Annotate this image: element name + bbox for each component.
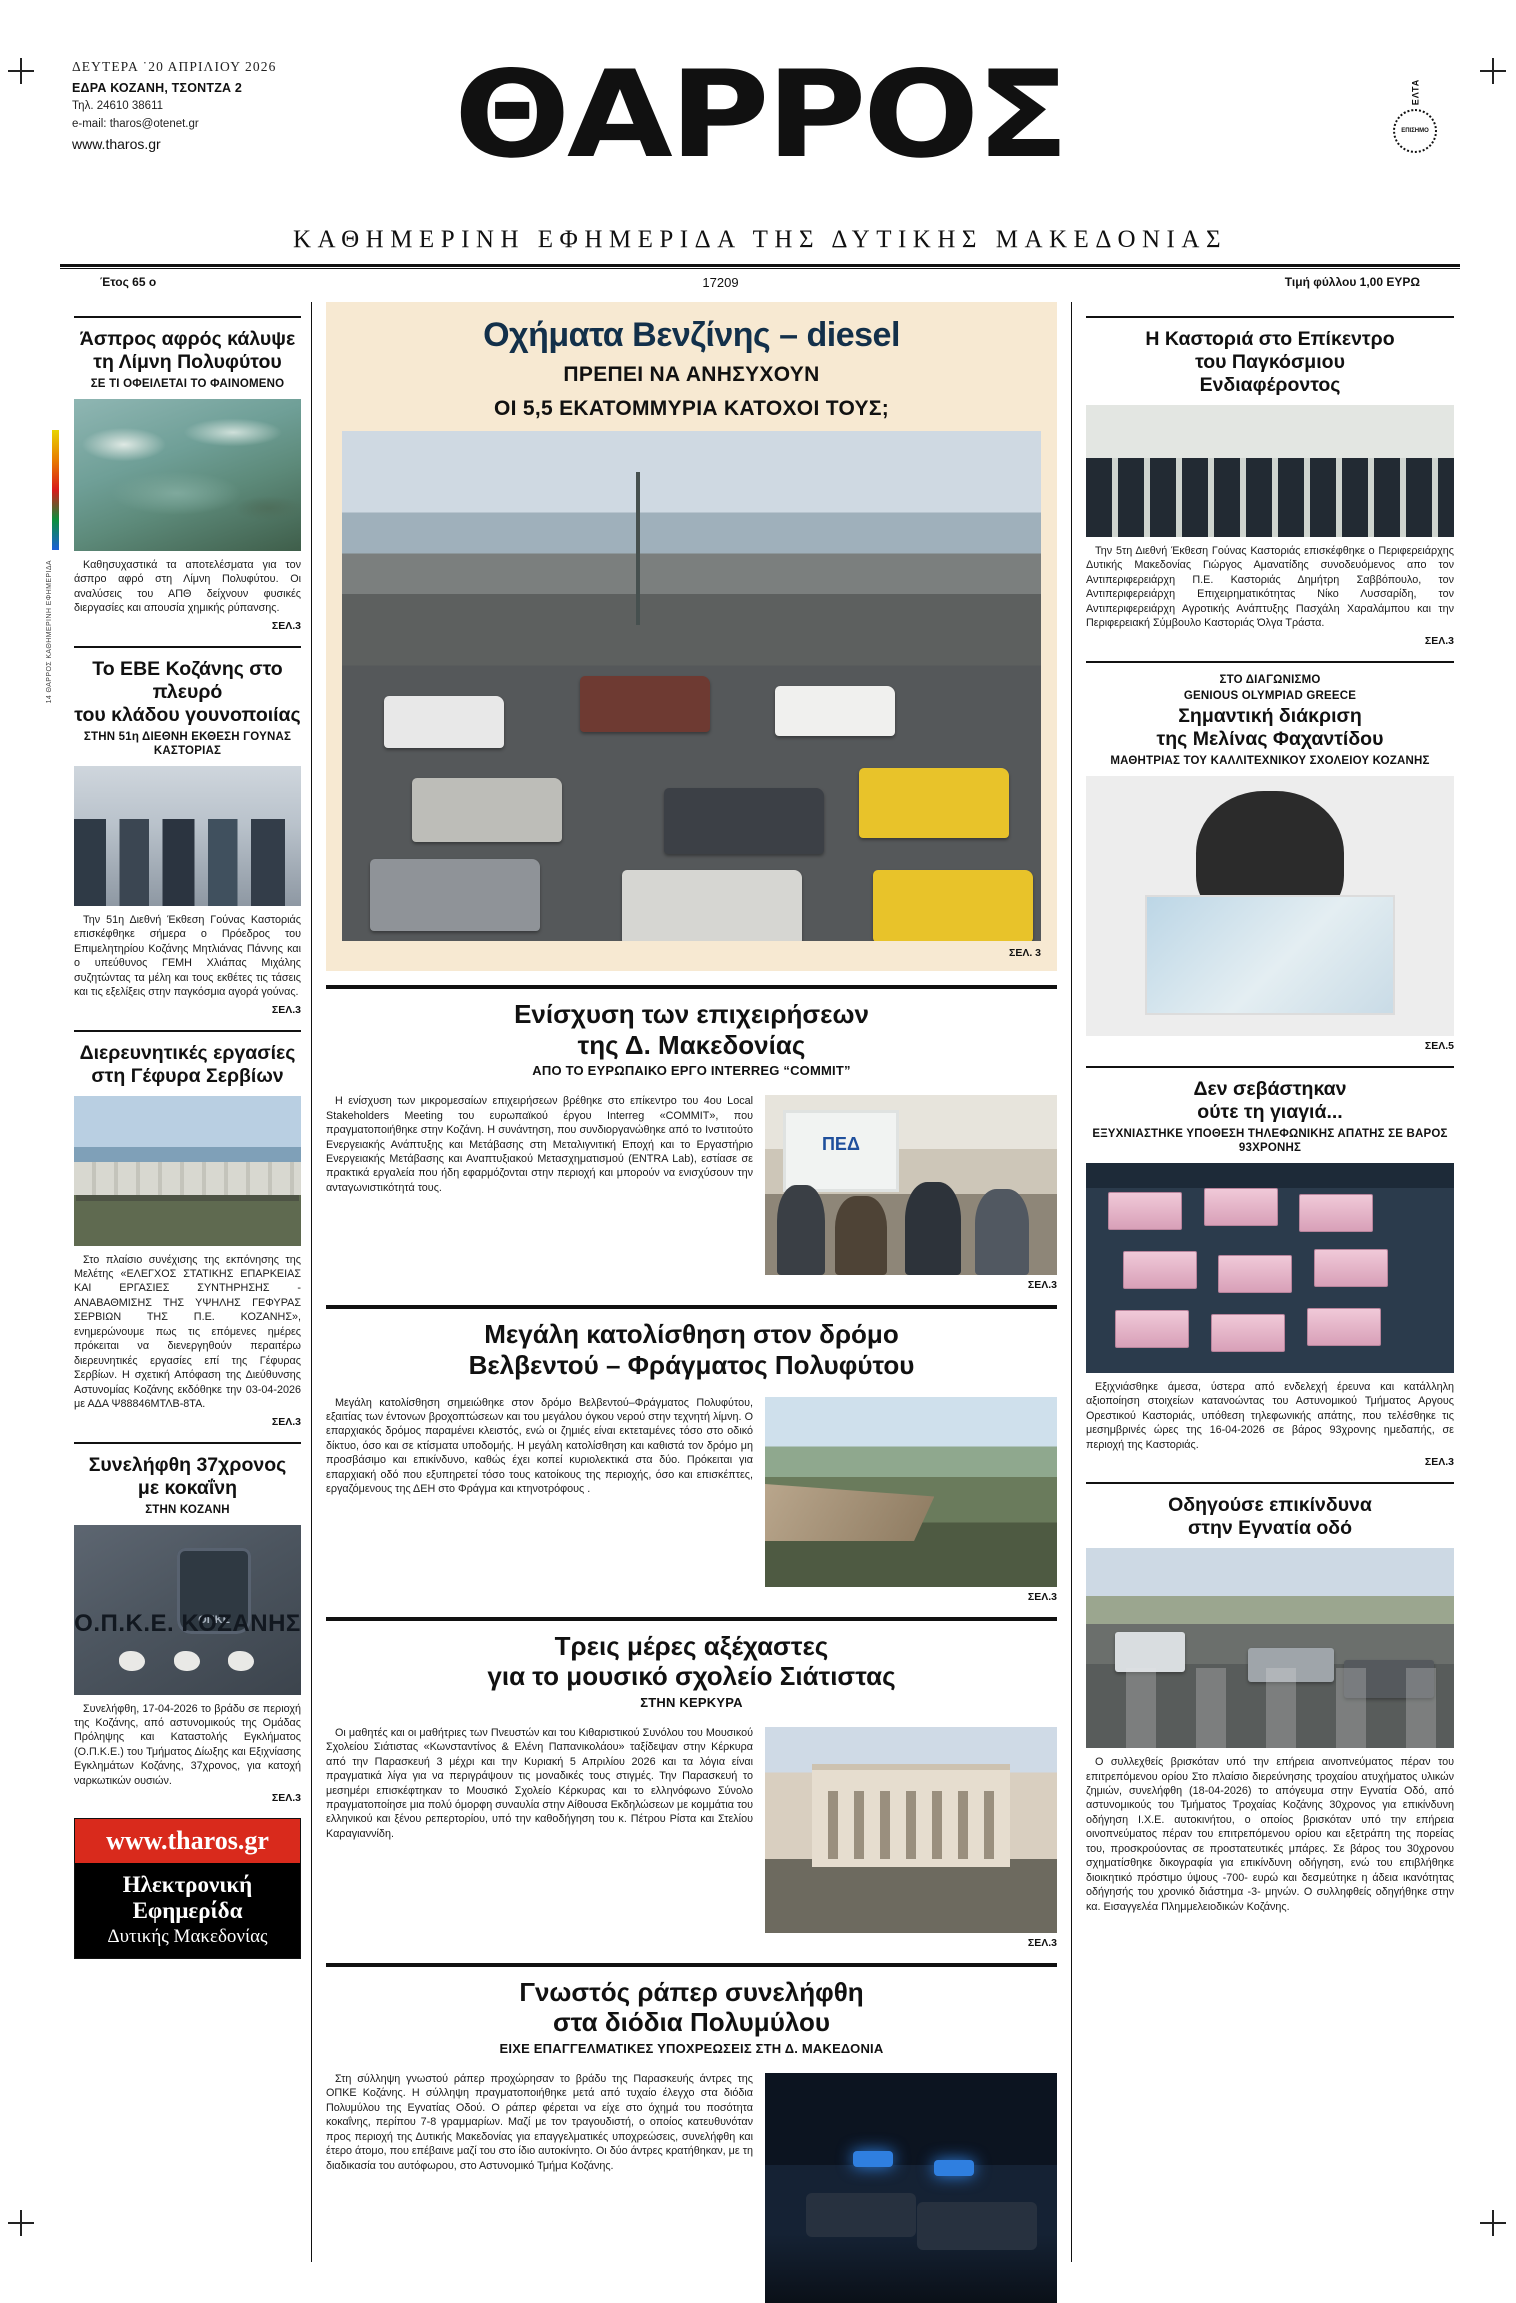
headline-line-2: στη Γέφυρα Σερβίων bbox=[91, 1064, 284, 1087]
story-layout bbox=[326, 2065, 1057, 2303]
headline-line-1: Τρεις μέρες αξέχαστες bbox=[554, 1630, 829, 1661]
story-rule bbox=[326, 985, 1057, 989]
night-police-stop-photo bbox=[765, 2073, 1057, 2303]
seized-banknotes-photo bbox=[1086, 1163, 1454, 1373]
page-reference[interactable]: ΣΕΛ.5 bbox=[1424, 1039, 1454, 1052]
story-rule bbox=[74, 316, 301, 318]
vehicle bbox=[806, 2193, 916, 2237]
vehicle bbox=[664, 788, 824, 854]
crop-mark-bottom-left bbox=[8, 2210, 34, 2236]
page-reference[interactable]: ΣΕΛ.3 bbox=[1424, 1456, 1454, 1469]
vehicle bbox=[775, 686, 895, 736]
banknote bbox=[1123, 1251, 1197, 1289]
story-body: Την 51η Διεθνή Έκθεση Γούνας Καστοριάς επισκέφθηκε σήμερα ο Πρόεδρος του Επιμελητηρίου Κοζάνης Μητλιάνας Πάννης και ο υπεύθυνος ΓΕΜΗ Χλιάπας Μιχάλης συζητώντας τα μέλη και τους εκθέτες τις τάσεις και τις εξελίξεις στην παγκόσμια αγορά γούνας. bbox=[74, 913, 301, 999]
story-eve-kozanis-fur[interactable] bbox=[74, 646, 301, 1016]
highway-traffic-photo bbox=[1086, 1548, 1454, 1748]
headline-line-2: της Μελίνας Φαχαντίδου bbox=[1156, 727, 1384, 750]
kicker: ΣΤΗΝ ΚΟΖΑΝΗ bbox=[145, 1503, 230, 1516]
story-body: Μεγάλη κατολίσθηση σημειώθηκε στον δρόμο Βελβεντού–Φράγματος Πολυφύτου, εξαιτίας των έντονων βροχοπτώσεων και του μεγάλου όγκου νερού στην τεχνητή λίμνη. Ο επαρχιακός δρόμος παραμένει κλειστός, ενώ οι ζημιές είναι εκτεταμένες τόσο στο οδικό δίκτυο, όσο και σε κτίσματα υποδομής. Η μεγάλη κατολίσθηση και καθιστά τον δρόμο μη προσβάσιμο και επικίνδυνο, καθώς έχει κοπεί κυριολεκτικά στα δύο. Πρόκειται για επαρχιακή οδό που εξυπηρετεί τόσο τους κατοίκους της περιοχής, όσο και επισκέπτες, εργαζόμενους της ΔΕΗ στο Φράγμα και κτηνοτρόφους . bbox=[326, 1396, 753, 1496]
volume-year: Έτος 65 ο bbox=[100, 275, 157, 289]
headline-line-2: στα διόδια Πολυμύλου bbox=[553, 2007, 830, 2038]
headline-line-2: του κλάδου γουνοποιίας bbox=[74, 703, 301, 726]
story-rule bbox=[1086, 1066, 1454, 1068]
left-column bbox=[60, 302, 312, 2262]
banknote bbox=[1211, 1314, 1285, 1352]
kicker-above-1: ΣΤΟ ΔΙΑΓΩΝΙΣΜΟ bbox=[1219, 673, 1321, 686]
tharos-website-ad[interactable] bbox=[74, 1818, 301, 1959]
taxi-vehicle bbox=[859, 768, 1009, 838]
opke-kozanis-drug-photo bbox=[74, 1525, 301, 1695]
photo-caption-overlay: Ο.Π.Κ.Ε. ΚΟΖΑΝΗΣ bbox=[74, 1609, 301, 1637]
center-column bbox=[312, 302, 1072, 2262]
story-rule bbox=[326, 1617, 1057, 1621]
story-rule bbox=[1086, 1482, 1454, 1484]
headline-line-2: Βελβεντού – Φράγματος Πολυφύτου bbox=[468, 1349, 915, 1380]
page-columns bbox=[60, 302, 1460, 2262]
story-interreg-commit[interactable] bbox=[326, 985, 1057, 1291]
banknote bbox=[1299, 1194, 1373, 1232]
kicker: ΣΤΗΝ ΚΕΡΚΥΡΑ bbox=[640, 1694, 743, 1710]
masthead bbox=[60, 46, 1460, 218]
taxi-vehicle bbox=[873, 870, 1033, 941]
story-rule bbox=[1086, 316, 1454, 318]
attendee bbox=[975, 1189, 1029, 1275]
headline-line-1: Δεν σεβάστηκαν bbox=[1193, 1077, 1347, 1100]
evidence-item bbox=[174, 1651, 200, 1671]
circular-seal-icon: ΕΠΙΣΗΜΟ bbox=[1393, 109, 1437, 153]
lead-subheadline-2: ΟΙ 5,5 ΕΚΑΤΟΜΜΥΡΙΑ ΚΑΤΟΧΟΙ ΤΟΥΣ; bbox=[493, 397, 890, 420]
page-reference[interactable]: ΣΕΛ.3 bbox=[1424, 634, 1454, 647]
kicker: ΣΕ ΤΙ ΟΦΕΙΛΕΤΑΙ ΤΟ ΦΑΙΝΟΜΕΝΟ bbox=[90, 378, 285, 390]
story-cocaine-arrest[interactable] bbox=[74, 1442, 301, 1805]
story-body: Οι μαθητές και οι μαθήτριες των Πνευστών και του Κιθαριστικού Συνόλου του Μουσικού Σχολείου Σιάτιστας «Κωνσταντίνος & Ελένη Παπανικολάου» ταξίδεψαν στην Κέρκυρα από την Παρασκευή 3 μέχρι και την Κυριακή 5 Απριλίου 2026 και τα λόγια είναι πραγματικά λίγα για να περιγράψουν τις μοναδικές τους στιγμές. Την Παρασκευή το μεσημέρι επισκέφτηκαν το Μουσικό Σχολείο Κέρκυρας και το ελληνόφωνο Σύνολο πραγματοποίησε μια πολύ όμορφη συναυλία στην Αίθουσα Εκδηλώσεων με κομμάτια του ελληνικού και ξένου ρεπερτορίου, υπό την καθοδήγηση του κ. Πέτρου Ρίστα και Στελίου Καραγιαννίδη. bbox=[326, 1726, 753, 1840]
right-column bbox=[1072, 302, 1460, 2262]
vehicle bbox=[580, 676, 710, 732]
police-light-icon bbox=[853, 2151, 893, 2167]
newspaper-subtitle: ΚΑΘΗΜΕΡΙΝΗ ΕΦΗΜΕΡΙΔΑ ΤΗΣ ΔΥΤΙΚΗΣ ΜΑΚΕΔΟΝΙΑΣ bbox=[293, 226, 1227, 253]
cover-price: Τιμή φύλλου 1,00 ΕΥΡΩ bbox=[1284, 275, 1420, 289]
story-genious-olympiad[interactable] bbox=[1086, 661, 1454, 1052]
artwork-canvas bbox=[1145, 895, 1395, 1015]
kicker: ΣΤΗΝ 51η ΔΙΕΘΝΗ ΕΚΘΕΣΗ ΓΟΥΝΑΣ ΚΑΣΤΟΡΙΑΣ bbox=[83, 730, 292, 757]
lead-subheadline-1: ΠΡΕΠΕΙ ΝΑ ΑΝΗΣΥΧΟΥΝ bbox=[563, 363, 820, 386]
ad-url[interactable]: www.tharos.gr bbox=[75, 1819, 300, 1863]
page-reference[interactable]: ΣΕΛ.3 bbox=[271, 619, 301, 632]
vehicle bbox=[1248, 1648, 1334, 1682]
headline-line-1: Γνωστός ράπερ συνελήφθη bbox=[519, 1976, 864, 2007]
headline-line-1: Άσπρος αφρός κάλυψε bbox=[79, 328, 296, 350]
page-reference[interactable]: ΣΕΛ.3 bbox=[271, 1792, 301, 1805]
banknote bbox=[1204, 1188, 1278, 1226]
page-reference[interactable]: ΣΕΛ.3 bbox=[1027, 1279, 1057, 1292]
headline-line-2: με κοκαΐνη bbox=[137, 1476, 238, 1499]
ped-meeting-photo bbox=[765, 1095, 1057, 1275]
story-rule bbox=[326, 1963, 1057, 1967]
headline-line-2: τη Λίμνη Πολυφύτου bbox=[93, 351, 282, 373]
officials-group-photo bbox=[1086, 405, 1454, 537]
story-body: Στο πλαίσιο συνέχισης της εκπόνησης της Μελέτης «ΕΛΕΓΧΟΣ ΣΤΑΤΙΚΗΣ ΕΠΑΡΚΕΙΑΣ ΚΑΙ ΕΡΓΑΣΙΕΣ ΣΥΝΤΗΡΗΣΗΣ - ΑΝΑΒΑΘΜΙΣΗΣ ΤΗΣ ΥΨΗΛΗΣ ΓΕΦΥΡΑΣ ΣΕΡΒΙΩΝ ΤΗΣ Π.Ε. ΚΟΖΑΝΗΣ», ενημερώνουμε πως τις επόμενες ημέρες πρόκειται να διενεργηθούν περαιτέρω διερευνητικές εργασίες επί της Γέφυρας Σερβίων. Η σχετική Απόφαση της Διεύθυνσης Αστυνομίας Κοζάνης εκδόθηκε την 03-04-2026 με ΑΔΑ Ψ88846ΜΤΛΒ-8ΤΑ. bbox=[74, 1253, 301, 1411]
headline-line-1: Συνελήφθη 37χρονος bbox=[88, 1453, 287, 1476]
headline-line-1: Η Καστοριά στο Επίκεντρο bbox=[1145, 328, 1395, 350]
story-body: Καθησυχαστικά τα αποτελέσματα για τον άσπρο αφρό στη Λίμνη Πολυφύτου. Οι αναλύσεις του ΑΠΘ δείχνουν φυσικές διεργασίες και απουσία χημικής ρύπανσης. bbox=[74, 559, 301, 615]
story-body: Την 5τη Διεθνή Έκθεση Γούνας Καστοριάς επισκέφθηκε ο Περιφερειάρχης Δυτικής Μακεδονίας Γιώργος Αμανατίδης συνοδευόμενος απο τον Αντιπεριφερειάρχη Π.Ε. Καστοριάς Δημήτρη Σαββόπουλο, τον Αντιπεριφερειάρχη Επιχειρηματικότητας Νίκο Λυσσαρίδη, τον Αντιπεριφερειάρχη Αγροτικής Ανάπτυξης Πασχάλη Χαραλάμπου και την Περιφερειακή Σύμβουλο Καστοριάς Όλγα Τράστα. bbox=[1086, 545, 1454, 630]
headline-line-3: Ενδιαφέροντος bbox=[1199, 374, 1341, 396]
headline-line-1: Οδηγούσε επικίνδυνα bbox=[1168, 1494, 1372, 1517]
headline-line-1: Μεγάλη κατολίσθηση στον δρόμο bbox=[484, 1319, 899, 1350]
page-reference[interactable]: ΣΕΛ.3 bbox=[1027, 1936, 1057, 1949]
vehicle bbox=[622, 870, 802, 941]
truck-vehicle bbox=[1115, 1632, 1185, 1672]
story-dangerous-driving-egnatia[interactable] bbox=[1086, 1482, 1454, 1914]
story-rule bbox=[74, 1030, 301, 1032]
story-landslide-velventos[interactable] bbox=[326, 1305, 1057, 1602]
banknote bbox=[1307, 1308, 1381, 1346]
headline-line-1: Σημαντική διάκριση bbox=[1178, 704, 1362, 727]
page-reference[interactable]: ΣΕΛ.3 bbox=[271, 1003, 301, 1016]
lake-foam-photo bbox=[74, 399, 301, 551]
story-body: Συνελήφθη, 17-04-2026 το βράδυ σε περιοχή της Κοζάνης, από αστυνομικούς της Ομάδας Πρόληψης και Καταστολής Εγκλήματος (Ο.Π.Κ.Ε.) του Τμήματος Δίωξης και Εξιχνίασης Εγκλημάτων Κοζάνης, 37χρονος, για κατοχή ναρκωτικών ουσιών. bbox=[74, 1702, 301, 1787]
office-address: ΕΔΡΑ ΚΟΖΑΝΗ, ΤΣΟΝΤΖΑ 2 bbox=[72, 81, 243, 96]
student-artwork-photo bbox=[1086, 776, 1454, 1036]
issue-number: 17209 bbox=[702, 275, 739, 290]
headline-line-2: του Παγκόσμιου bbox=[1195, 351, 1345, 373]
vehicle bbox=[917, 2202, 1037, 2250]
story-layout bbox=[326, 1087, 1057, 1291]
page-reference[interactable]: ΣΕΛ. 3 bbox=[1009, 947, 1041, 959]
postal-stamps bbox=[1380, 78, 1450, 153]
story-body: Εξιχνιάσθηκε άμεσα, ύστερα από ενδελεχή έρευνα και κατάλληλη αξιοποίηση στοιχείων κατανοώντας του Αστυνομικού Τμήματος Αργους Ορεστικού Καστοριάς, υπόθεση τηλεφωνικής απάτης, που τελέσθηκε τις μεσημβρινές ώρες της 16-04-2026 σε βάρος 93χρονης ημεδαπής, σε περιοχή της Καστοριάς. bbox=[1086, 1380, 1454, 1451]
kicker: ΕΞΥΧΝΙΑΣΤΗΚΕ ΥΠΟΘΕΣΗ ΤΗΛΕΦΩΝΙΚΗΣ ΑΠΑΤΗΣ ΣΕ ΒΑΡΟΣ 93ΧΡΟΝΗΣ bbox=[1092, 1127, 1448, 1154]
story-servia-bridge[interactable] bbox=[74, 1030, 301, 1428]
landslide-gorge-photo bbox=[765, 1397, 1057, 1587]
vehicle bbox=[412, 778, 562, 842]
attendee bbox=[777, 1185, 825, 1275]
headline-line-2: στην Εγνατία οδό bbox=[1187, 1517, 1353, 1540]
side-edition-tag: 14 ΘΑΡΡΟΣ ΚΑΘΗΜΕΡΙΝΗ ΕΦΗΜΕΡΙΔΑ bbox=[46, 560, 53, 704]
story-layout bbox=[326, 1719, 1057, 1949]
banknote bbox=[1218, 1255, 1292, 1293]
page-reference[interactable]: ΣΕΛ.3 bbox=[271, 1415, 301, 1428]
ad-line-2: Δυτικής Μακεδονίας bbox=[75, 1926, 300, 1958]
headline-line-2: για το μουσικό σχολείο Σιάτιστας bbox=[487, 1661, 896, 1692]
headline-line-1: Το ΕΒΕ Κοζάνης στο πλευρό bbox=[92, 657, 283, 703]
headline-line-1: Διερευνητικές εργασίες bbox=[79, 1041, 296, 1064]
attendee bbox=[905, 1182, 961, 1276]
email-address: e-mail: tharos@otenet.gr bbox=[72, 117, 199, 130]
story-kastoria-world-interest[interactable] bbox=[1086, 316, 1454, 647]
banknote bbox=[1314, 1249, 1388, 1287]
ad-line-1: Ηλεκτρονική Εφημερίδα bbox=[75, 1863, 300, 1926]
fur-exhibition-photo bbox=[74, 766, 301, 906]
servia-bridge-photo bbox=[74, 1096, 301, 1246]
vehicle bbox=[1344, 1660, 1434, 1698]
story-rule bbox=[326, 1305, 1057, 1309]
issue-info-bar bbox=[60, 269, 1460, 290]
headline-line-1: Ενίσχυση των επιχειρήσεων bbox=[514, 999, 869, 1029]
attendee bbox=[835, 1196, 887, 1275]
color-calibration-strip bbox=[52, 430, 59, 550]
projection-screen bbox=[783, 1110, 900, 1193]
corfu-school-photo bbox=[765, 1727, 1057, 1933]
story-phone-scam-grandmother[interactable] bbox=[1086, 1066, 1454, 1468]
story-rule bbox=[1086, 661, 1454, 663]
vehicle bbox=[370, 859, 540, 931]
lead-story-fuel-vehicles[interactable] bbox=[326, 302, 1057, 971]
story-body: Στη σύλληψη γνωστού ράπερ προχώρησαν το βράδυ της Παρασκευής άντρες της ΟΠΚΕ Κοζάνης. Η σύλληψη πραγματοποιήθηκε μετά από τυχαίο έλεγχο στα διόδια Πολυμύλου της Εγνατίας Οδού. Ο ράπερ φέρεται να είχε στο όχημά του ποσότητα κοκαΐνης, περίπου 7-8 γραμμαρίων. Μαζί με τον τραγουδιστή, ο οποίος κατευθυνόταν προς περιοχή της Δυτικής Μακεδονίας για επαγγελματικές υποχρεώσεις, συνελήφθη και έτερο άτομο, που επέβαινε μαζί του στο ίδιο αυτοκίνητο. Οι δύο άντρες κρατήθηκαν, με τη διαδικασία του αυτόφωρου, στο Αστυνομικό Τμήμα Κοζάνης. bbox=[326, 2072, 753, 2172]
story-rule bbox=[74, 1442, 301, 1444]
banknote bbox=[1115, 1310, 1189, 1348]
story-lake-foam[interactable] bbox=[74, 316, 301, 632]
story-layout bbox=[326, 1389, 1057, 1603]
evidence-item bbox=[119, 1651, 145, 1671]
publication-date: ΔΕΥΤΕΡΑ ˙20 ΑΠΡΙΛΙΟΥ 2026 bbox=[72, 59, 277, 74]
elta-stamp-label: ΕΛΤΑ bbox=[1410, 78, 1420, 106]
page-reference[interactable]: ΣΕΛ.3 bbox=[1027, 1590, 1057, 1603]
traffic-light-pole-icon bbox=[636, 472, 640, 625]
newspaper-front-page bbox=[60, 46, 1460, 2226]
headline-line-2: ούτε τη γιαγιά... bbox=[1197, 1100, 1343, 1123]
story-rule bbox=[74, 646, 301, 648]
newspaper-logo: ΘΑΡΡΟΣ bbox=[454, 46, 1066, 185]
school-building bbox=[812, 1764, 1011, 1867]
kicker-above-2: GENIOUS OLYMPIAD GREECE bbox=[1183, 689, 1357, 702]
kicker: ΕΙΧΕ ΕΠΑΓΓΕΛΜΑΤΙΚΕΣ ΥΠΟΧΡΕΩΣΕΙΣ ΣΤΗ Δ. ΜΑΚΕΔΟΝΙΑ bbox=[499, 2041, 884, 2057]
story-rapper-arrest-polymylos[interactable] bbox=[326, 1963, 1057, 2303]
headline-line-2: της Δ. Μακεδονίας bbox=[577, 1029, 806, 1060]
banknote bbox=[1108, 1192, 1182, 1230]
story-body: Η ενίσχυση των μικρομεσαίων επιχειρήσεων βρέθηκε στο επίκεντρο του 4ου Local Stakeholders Meeting του ευρωπαϊκού έργου Interreg «COMMIT», που πραγματοποιήθηκε στην Κοζάνη. Η συνάντηση, που συνδιοργανώθηκε από το Ινστιτούτο Ενεργειακής Ανάπτυξης και Μετάβασης στη Μεταλιγνιτική Εποχή και το Εργαστήριο Ενεργειακής Μετάβασης και Αναπτυξιακού Μετασχηματισμού (ENTRA Lab), εστίασε σε πρακτικά εργαλεία που ήδη εφαρμόζονται στην περιοχή και μπορούν να ενισχύσουν την ανταγωνιστικότητά τους. bbox=[326, 1095, 753, 1194]
story-music-school-siatista[interactable] bbox=[326, 1617, 1057, 1949]
traffic-jam-photo bbox=[342, 431, 1041, 941]
police-light-icon bbox=[934, 2160, 974, 2176]
vehicle bbox=[384, 696, 504, 748]
kicker: ΜΑΘΗΤΡΙΑΣ ΤΟΥ ΚΑΛΛΙΤΕΧΝΙΚΟΥ ΣΧΟΛΕΙΟΥ ΚΟΖΑΝΗΣ bbox=[1110, 754, 1430, 767]
kicker: ΑΠΟ ΤΟ ΕΥΡΩΠΑΙΚΟ ΕΡΓΟ INTERREG “COMMIT” bbox=[532, 1063, 851, 1079]
website-url[interactable]: www.tharos.gr bbox=[72, 136, 161, 153]
phone-number: Τηλ. 24610 38611 bbox=[72, 100, 164, 113]
evidence-item bbox=[228, 1651, 254, 1671]
crop-mark-bottom-right bbox=[1480, 2210, 1506, 2236]
lead-headline: Οχήματα Βενζίνης – diesel bbox=[483, 316, 900, 354]
story-body: Ο συλλεχθείς βρισκόταν υπό την επήρεια αινοπνεύματος πέραν του επιτρεπόμενου ορίου Στο πλαίσιο διερεύνησης τροχαίου ατυχήματος υλικών ζημιών, συνελήφθη (18-04-2026) το απόγευμα στην Εγνατία Οδό, από αστυνομικούς του Τμήματος Τροχαίας Κοζάνης 30χρονος για επικίνδυνη οδήγηση Ι.Χ.Ε. αυτοκινήτου, ο οποίος βρισκόταν υπό την επήρεια οινοπνεύματος πέραν του επιτρεπόμενου ορίου και εξετράπη της πορείας του, προσκρούοντας σε προστατευτικές μπάρες. Σε βάρος του 30χρονου σχηματίσθηκε δικογραφία για επικίνδυνη οδήγηση, ενώ του επιβλήθηκε διοικητικό πρόστιμο ύψους -700- ευρώ και δεσμεύτηκε η άδεια ικανότητας οδήγησής του χρονικό διάστημα -3- μηνών. Ο συλληφθείς οδηγήθηκε στην κα. Εισαγγελέα Πλημμελειοδικών Κοζάνης. bbox=[1086, 1756, 1454, 1913]
